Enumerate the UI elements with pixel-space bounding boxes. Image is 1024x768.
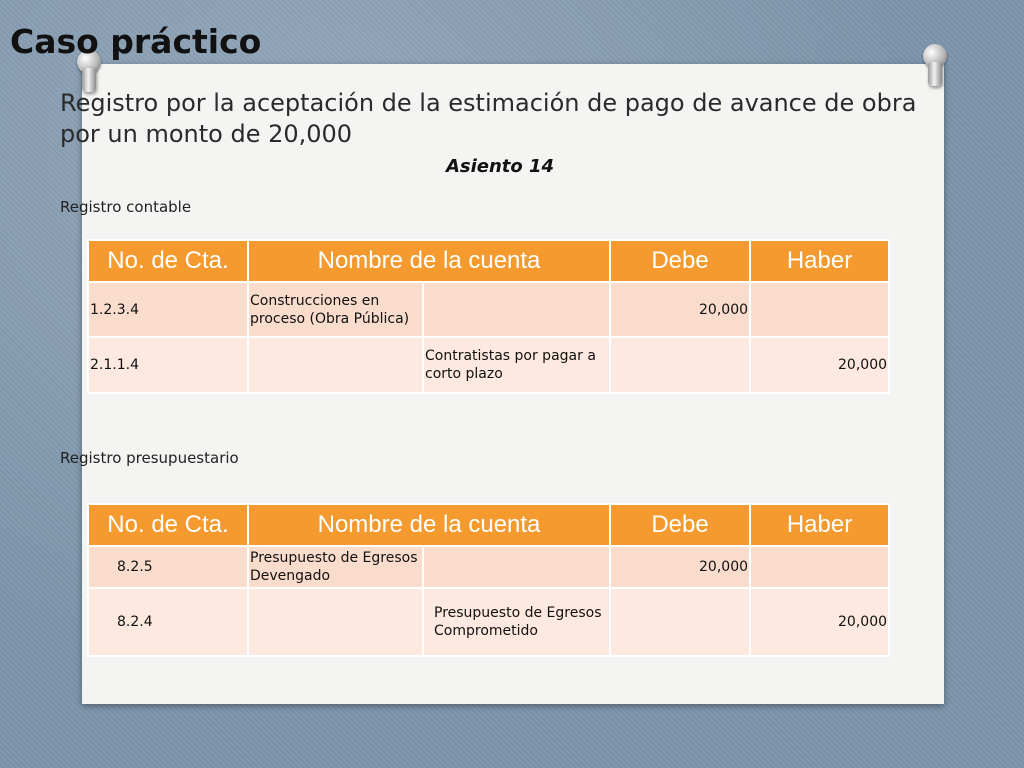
header-cuenta: No. de Cta. bbox=[88, 240, 248, 282]
cell-cuenta: 2.1.1.4 bbox=[88, 337, 248, 393]
cell-debe bbox=[610, 588, 750, 656]
cell-nombre-abono: Contratistas por pagar a corto plazo bbox=[423, 337, 610, 393]
table-row bbox=[88, 546, 889, 588]
header-debe: Debe bbox=[610, 504, 750, 546]
cell-cuenta: 8.2.4 bbox=[88, 588, 248, 656]
asiento-heading: Asiento 14 bbox=[445, 156, 555, 177]
slide-subtitle: Registro por la aceptación de la estimación de pago de avance de obra por un monto de 20,000 bbox=[60, 89, 917, 148]
header-haber: Haber bbox=[750, 504, 889, 546]
registro-contable-table bbox=[87, 239, 890, 394]
cell-nombre-abono bbox=[423, 282, 610, 337]
cell-nombre-cargo: Presupuesto de Egresos Devengado bbox=[248, 546, 423, 588]
cell-nombre-cargo bbox=[248, 337, 423, 393]
table-row bbox=[88, 588, 889, 656]
slide-title: Caso práctico bbox=[10, 22, 262, 61]
header-haber: Haber bbox=[750, 240, 889, 282]
cell-debe bbox=[610, 337, 750, 393]
registro-contable-label: Registro contable bbox=[60, 198, 192, 216]
table-row bbox=[88, 282, 889, 337]
pushpin-right-icon bbox=[920, 44, 950, 88]
header-debe: Debe bbox=[610, 240, 750, 282]
cell-cuenta: 8.2.5 bbox=[88, 546, 248, 588]
cell-nombre-cargo: Construcciones en proceso (Obra Pública) bbox=[248, 282, 423, 337]
cell-nombre-cargo bbox=[248, 588, 423, 656]
cell-haber bbox=[750, 546, 889, 588]
cell-nombre-abono: Presupuesto de Egresos Comprometido bbox=[423, 588, 610, 656]
cell-cuenta: 1.2.3.4 bbox=[88, 282, 248, 337]
cell-haber bbox=[750, 282, 889, 337]
cell-debe: 20,000 bbox=[610, 282, 750, 337]
header-cuenta: No. de Cta. bbox=[88, 504, 248, 546]
cell-haber: 20,000 bbox=[750, 588, 889, 656]
table-row bbox=[88, 337, 889, 393]
header-nombre: Nombre de la cuenta bbox=[248, 504, 610, 546]
cell-nombre-abono bbox=[423, 546, 610, 588]
header-nombre: Nombre de la cuenta bbox=[248, 240, 610, 282]
cell-debe: 20,000 bbox=[610, 546, 750, 588]
table-header-row bbox=[88, 240, 889, 282]
table-header-row bbox=[88, 504, 889, 546]
registro-presupuestario-label: Registro presupuestario bbox=[60, 449, 239, 467]
registro-presupuestario-table bbox=[87, 503, 890, 657]
cell-haber: 20,000 bbox=[750, 337, 889, 393]
